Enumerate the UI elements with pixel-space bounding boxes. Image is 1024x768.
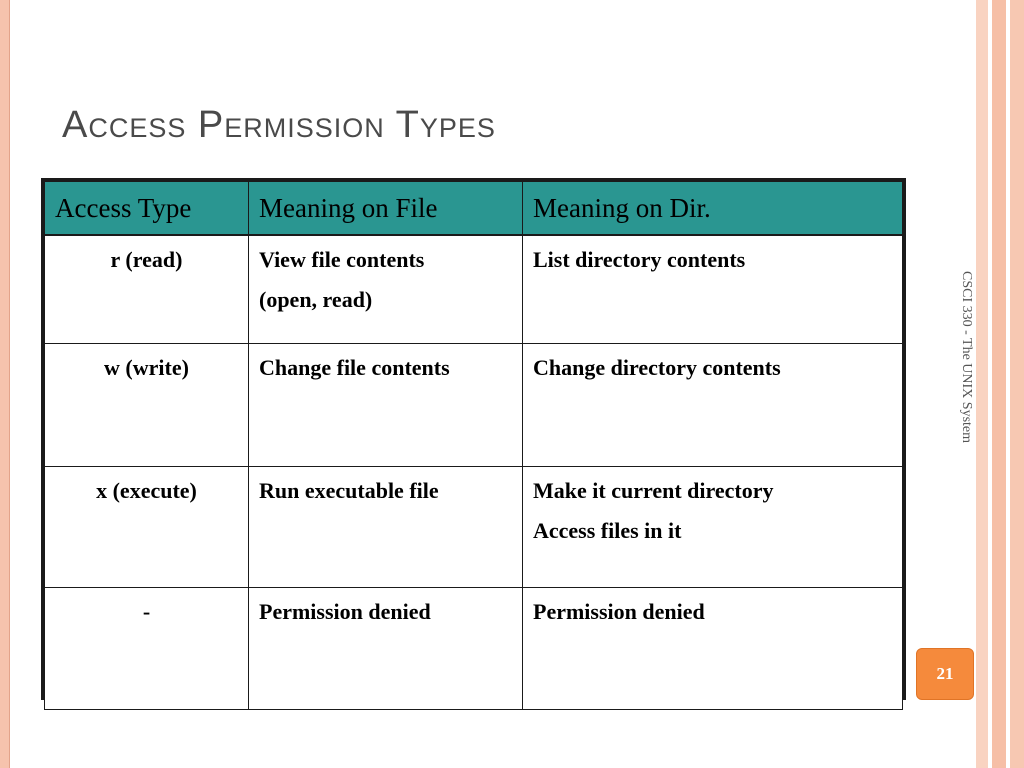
left-border-decoration <box>0 0 10 768</box>
access-type-cell <box>45 344 249 467</box>
permissions-table <box>41 178 906 700</box>
slide-title: Access Permission Types <box>62 104 496 146</box>
access-type-cell <box>45 588 249 710</box>
dir-meaning-cell <box>523 588 903 710</box>
cell-text: Permission denied <box>533 599 705 624</box>
cell-text: - <box>142 599 151 624</box>
cell-text: List directory contents <box>533 247 746 272</box>
table-row <box>45 467 903 588</box>
access-type-cell <box>45 467 249 588</box>
cell-text: x (execute) <box>96 478 197 503</box>
header-meaning-on-file: Meaning on File <box>249 182 523 236</box>
cell-text: Permission denied <box>259 599 431 624</box>
cell-text: View file contents <box>259 247 425 272</box>
dir-meaning-cell <box>523 467 903 588</box>
file-meaning-cell <box>249 588 523 710</box>
dir-meaning-cell <box>523 344 903 467</box>
page-number: 21 <box>936 664 954 683</box>
cell-text: Change directory contents <box>533 355 781 380</box>
file-meaning-cell <box>249 235 523 344</box>
cell-text: Run executable file <box>259 478 439 503</box>
table-row <box>45 344 903 467</box>
right-stripe-decoration <box>976 0 1024 768</box>
file-meaning-cell <box>249 467 523 588</box>
cell-text: r (read) <box>110 247 183 272</box>
table-row <box>45 588 903 710</box>
page-number-badge <box>916 648 974 700</box>
access-type-cell <box>45 235 249 344</box>
cell-text: Access files in it <box>533 518 682 543</box>
cell-text: Change file contents <box>259 355 450 380</box>
cell-text: w (write) <box>104 355 189 380</box>
course-caption: CSCI 330 - The UNIX System <box>959 271 974 444</box>
dir-meaning-cell <box>523 235 903 344</box>
table-row <box>45 235 903 344</box>
header-access-type: Access Type <box>45 182 249 236</box>
file-meaning-cell <box>249 344 523 467</box>
cell-text: Make it current directory <box>533 478 774 503</box>
cell-text: (open, read) <box>259 287 373 312</box>
table-header-row <box>45 182 903 236</box>
header-meaning-on-dir: Meaning on Dir. <box>523 182 903 236</box>
